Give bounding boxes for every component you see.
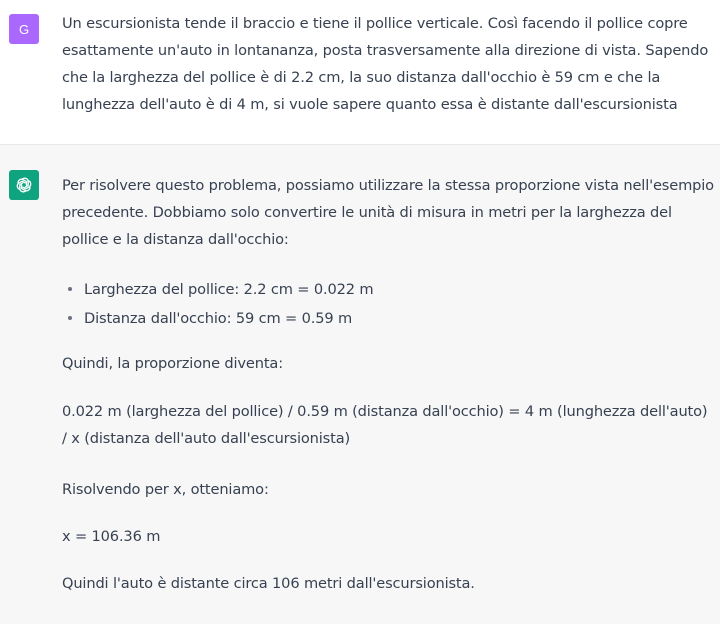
list-item: Distanza dall'occhio: 59 cm = 0.59 m [62, 304, 373, 333]
user-message-text: Un escursionista tende il braccio e tiene il pollice verticale. Così facendo il pollice copre esattamente un'auto in lontananza, posta trasversamente alla direzione di vista. Sapendo che la larghezza del pollice è di 2.2 cm, la suo distanza dall'occhio è 59 cm e che la lunghezza dell'auto è di 4 m, si vuole sapere quanto essa è distante dall'escursionista [62, 15, 709, 113]
openai-logo-icon [9, 170, 39, 200]
assistant-conclusion-text: Quindi l'auto è distante circa 106 metri dall'escursionista. [62, 575, 475, 592]
user-avatar-letter: G [18, 21, 30, 37]
user-avatar [9, 14, 39, 44]
assistant-message [0, 145, 720, 624]
assistant-solving-text: Risolvendo per x, otteniamo: [62, 481, 269, 498]
list-item: Larghezza del pollice: 2.2 cm = 0.022 m [62, 275, 373, 304]
assistant-result-text: x = 106.36 m [62, 528, 161, 545]
conversion-list [62, 275, 373, 333]
user-message [0, 0, 720, 145]
assistant-equation-text: 0.022 m (larghezza del pollice) / 0.59 m (distanza dall'occhio) = 4 m (lunghezza dell'auto) / x (distanza dell'auto dall'escursionista) [62, 403, 708, 447]
assistant-intro: Per risolvere questo problema, possiamo utilizzare la stessa proporzione vista nell'esempio precedente. Dobbiamo solo convertire le unità di misura in metri per la larghezza del pollice e la distanza dall'occhio: [62, 177, 714, 248]
assistant-proportion-text: Quindi, la proporzione diventa: [62, 355, 283, 372]
